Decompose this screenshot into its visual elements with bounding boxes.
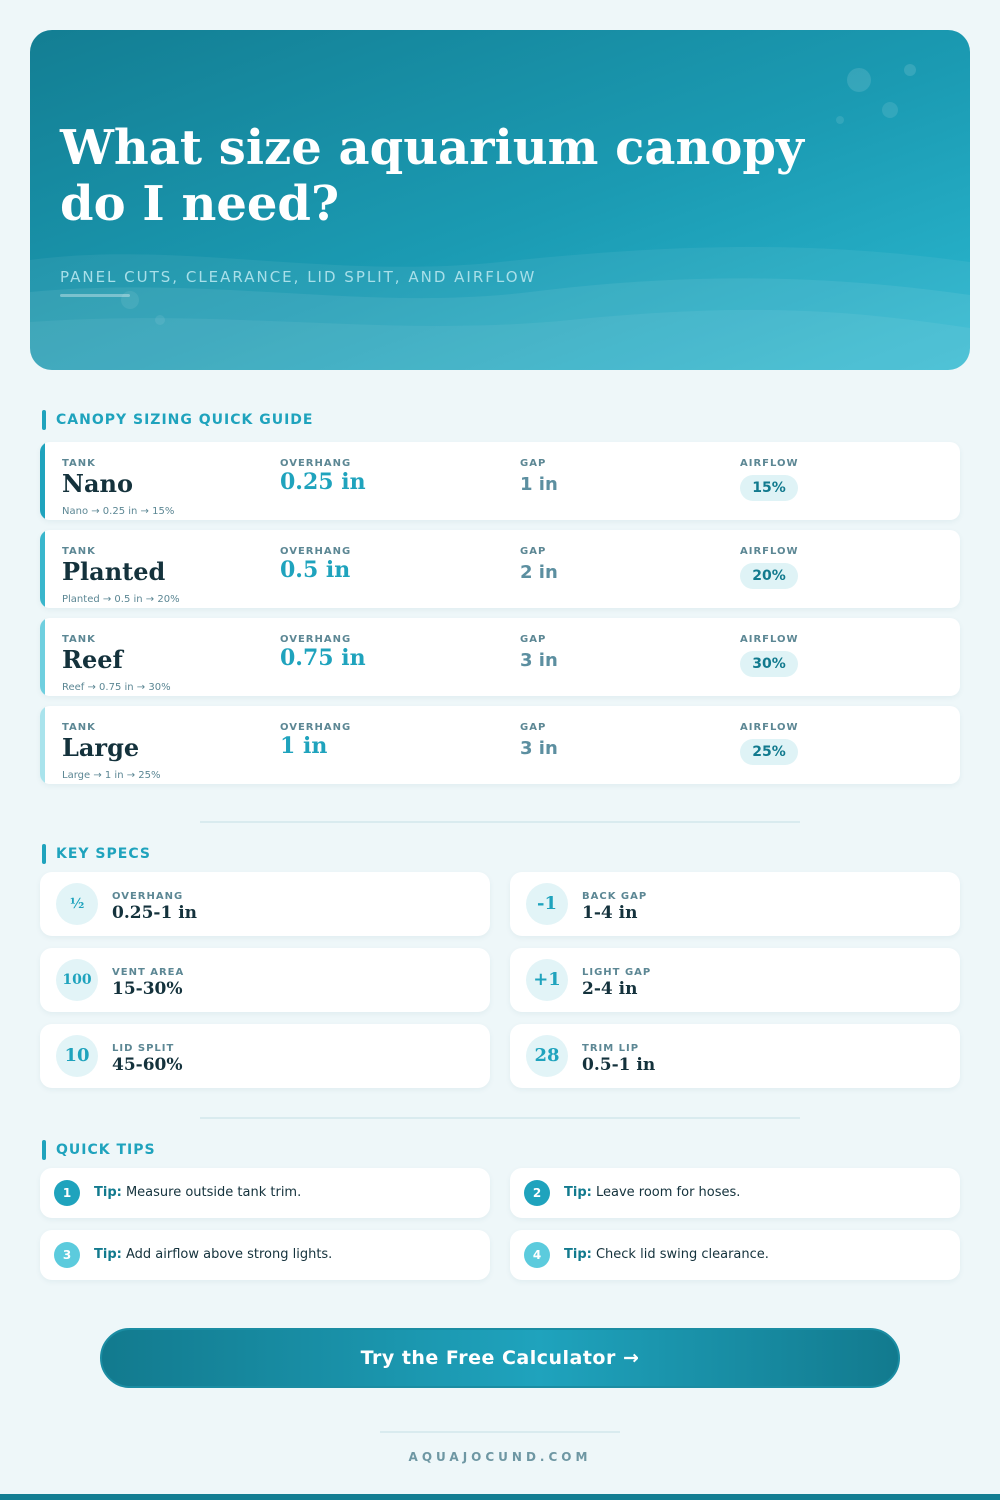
- half-icon: ½: [56, 883, 98, 925]
- tip-card: [40, 1230, 490, 1280]
- spec-label: LID SPLIT: [112, 1043, 175, 1054]
- guide-row: [40, 706, 960, 784]
- airflow-label: AIRFLOW: [740, 458, 799, 469]
- airflow-badge: 15%: [740, 475, 798, 501]
- plus-one-icon: +1: [526, 959, 568, 1001]
- spec-label: OVERHANG: [112, 891, 184, 902]
- spec-value: 15-30%: [112, 979, 183, 999]
- tip-body: Measure outside tank trim.: [125, 1185, 302, 1200]
- tank-name: Nano: [62, 469, 133, 498]
- tip-number-badge: 2: [524, 1180, 550, 1206]
- ten-icon: 10: [56, 1035, 98, 1077]
- gap-label: GAP: [520, 546, 547, 557]
- tank-label: TANK: [62, 722, 96, 733]
- section-divider: [200, 821, 800, 823]
- minus-one-icon: -1: [526, 883, 568, 925]
- tip-prefix: Tip:: [564, 1185, 592, 1200]
- overhang-value: 1 in: [280, 733, 328, 759]
- spec-card-trim-lip: [510, 1024, 960, 1088]
- airflow-badge: 25%: [740, 739, 798, 765]
- spec-card-vent-area: [40, 948, 490, 1012]
- row-accent-bar: [40, 442, 45, 520]
- gap-value: 1 in: [520, 474, 558, 495]
- twenty-eight-icon: 28: [526, 1035, 568, 1077]
- tip-card: [510, 1168, 960, 1218]
- bottom-accent-bar: [0, 1494, 1000, 1500]
- tip-number-badge: 3: [54, 1242, 80, 1268]
- tip-card: [510, 1230, 960, 1280]
- overhang-label: OVERHANG: [280, 634, 352, 645]
- airflow-label: AIRFLOW: [740, 546, 799, 557]
- spec-label: VENT AREA: [112, 967, 185, 978]
- page-title: What size aquarium canopy do I need?: [60, 120, 804, 232]
- overhang-label: OVERHANG: [280, 722, 352, 733]
- overhang-value: 0.75 in: [280, 645, 366, 671]
- page-subtitle: PANEL CUTS, CLEARANCE, LID SPLIT, AND AIRFLOW: [60, 268, 537, 286]
- tip-text: [94, 1185, 301, 1200]
- section-title-specs: KEY SPECS: [42, 844, 151, 864]
- airflow-badge: 30%: [740, 651, 798, 677]
- tip-text: [94, 1247, 332, 1262]
- spec-card-lid-split: [40, 1024, 490, 1088]
- overhang-value: 0.25 in: [280, 469, 366, 495]
- overhang-value: 0.5 in: [280, 557, 351, 583]
- tank-name: Reef: [62, 645, 123, 674]
- spec-value: 0.25-1 in: [112, 903, 198, 923]
- calculator-cta-button[interactable]: Try the Free Calculator →: [100, 1328, 900, 1388]
- spec-value: 45-60%: [112, 1055, 183, 1075]
- tank-label: TANK: [62, 458, 96, 469]
- row-summary: Large → 1 in → 25%: [62, 770, 161, 781]
- tip-prefix: Tip:: [94, 1185, 122, 1200]
- tip-card: [40, 1168, 490, 1218]
- row-summary: Nano → 0.25 in → 15%: [62, 506, 175, 517]
- row-accent-bar: [40, 706, 45, 784]
- guide-row: [40, 618, 960, 696]
- guide-row: [40, 442, 960, 520]
- overhang-label: OVERHANG: [280, 458, 352, 469]
- gap-value: 3 in: [520, 650, 558, 671]
- section-title-tips: QUICK TIPS: [42, 1140, 156, 1160]
- spec-label: TRIM LIP: [582, 1043, 640, 1054]
- gap-label: GAP: [520, 458, 547, 469]
- row-summary: Planted → 0.5 in → 20%: [62, 594, 180, 605]
- gap-value: 2 in: [520, 562, 558, 583]
- row-accent-bar: [40, 618, 45, 696]
- gap-label: GAP: [520, 722, 547, 733]
- hundred-icon: 100: [56, 959, 98, 1001]
- footer-divider: [380, 1431, 620, 1433]
- subtitle-underline: [60, 294, 130, 297]
- overhang-label: OVERHANG: [280, 546, 352, 557]
- row-summary: Reef → 0.75 in → 30%: [62, 682, 171, 693]
- hero-banner: [30, 30, 970, 370]
- section-title-guide: CANOPY SIZING QUICK GUIDE: [42, 410, 313, 430]
- spec-card-back-gap: [510, 872, 960, 936]
- tank-label: TANK: [62, 634, 96, 645]
- tip-text: [564, 1247, 769, 1262]
- spec-label: BACK GAP: [582, 891, 648, 902]
- tip-number-badge: 1: [54, 1180, 80, 1206]
- airflow-label: AIRFLOW: [740, 634, 799, 645]
- spec-value: 1-4 in: [582, 903, 638, 923]
- guide-row: [40, 530, 960, 608]
- row-accent-bar: [40, 530, 45, 608]
- gap-label: GAP: [520, 634, 547, 645]
- spec-value: 0.5-1 in: [582, 1055, 656, 1075]
- section-divider: [200, 1117, 800, 1119]
- spec-card-overhang: [40, 872, 490, 936]
- tip-number-badge: 4: [524, 1242, 550, 1268]
- tip-body: Add airflow above strong lights.: [125, 1247, 333, 1262]
- spec-value: 2-4 in: [582, 979, 638, 999]
- footer-site-link[interactable]: AQUAJOCUND.COM: [408, 1450, 592, 1464]
- tank-label: TANK: [62, 546, 96, 557]
- gap-value: 3 in: [520, 738, 558, 759]
- tank-name: Planted: [62, 557, 166, 586]
- tip-text: [564, 1185, 740, 1200]
- tip-prefix: Tip:: [94, 1247, 122, 1262]
- tip-prefix: Tip:: [564, 1247, 592, 1262]
- spec-label: LIGHT GAP: [582, 967, 652, 978]
- airflow-badge: 20%: [740, 563, 798, 589]
- tip-body: Check lid swing clearance.: [595, 1247, 769, 1262]
- airflow-label: AIRFLOW: [740, 722, 799, 733]
- tip-body: Leave room for hoses.: [595, 1185, 741, 1200]
- tank-name: Large: [62, 733, 140, 762]
- spec-card-light-gap: [510, 948, 960, 1012]
